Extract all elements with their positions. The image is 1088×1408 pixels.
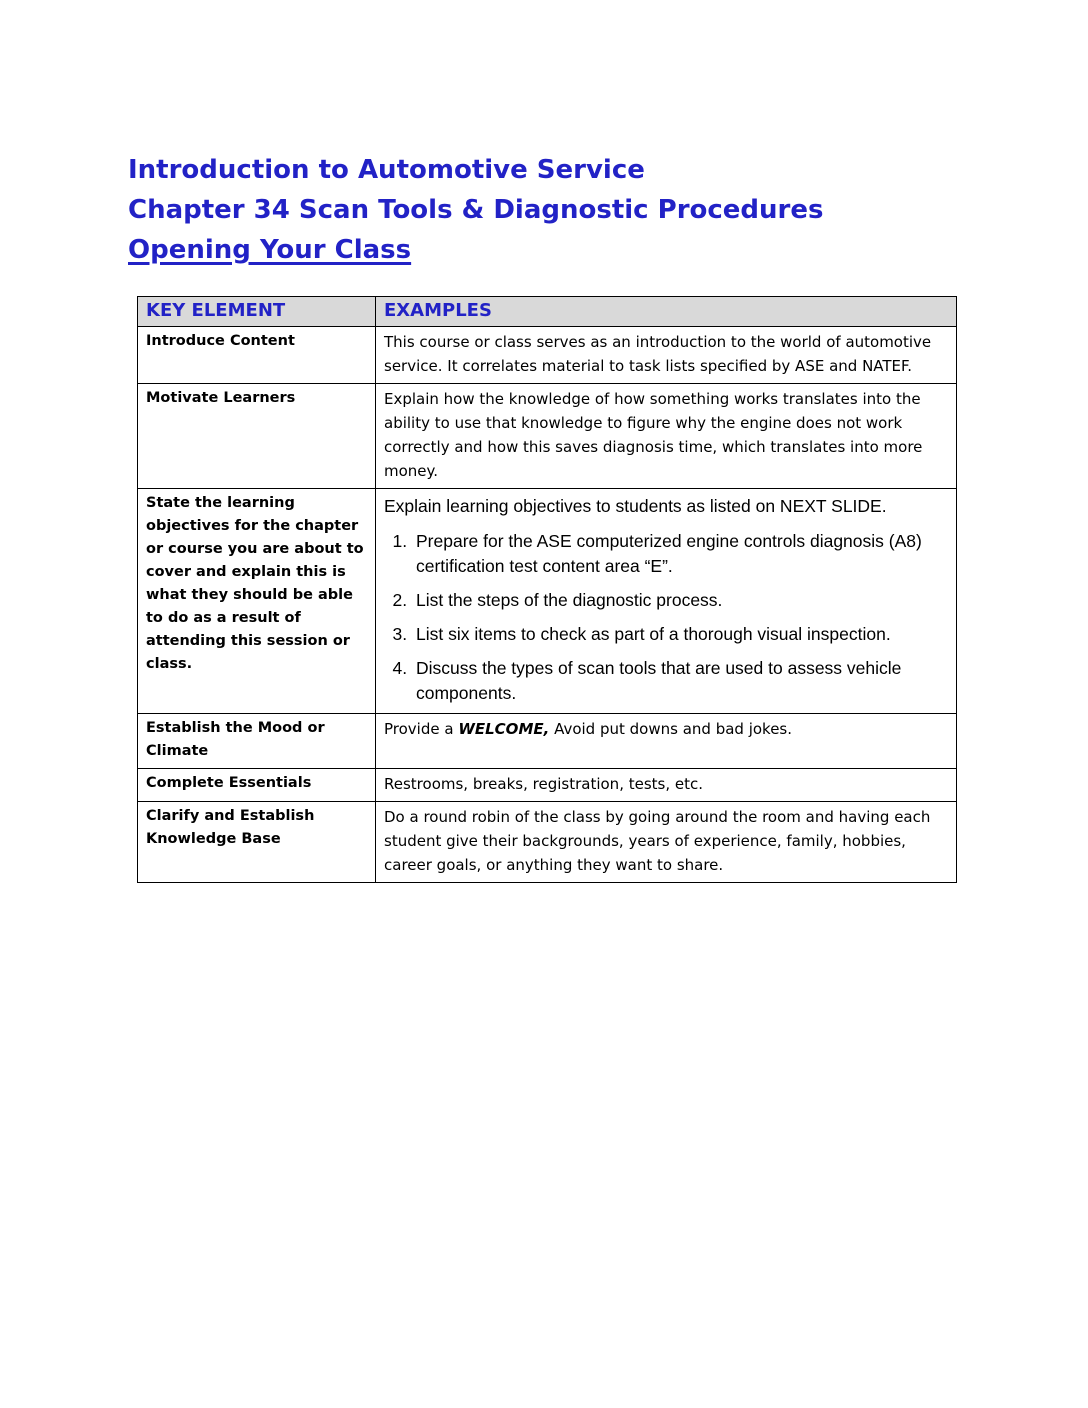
table-row (138, 327, 957, 384)
objective-item: 2. List the steps of the diagnostic process. (412, 588, 946, 613)
table-body (138, 327, 957, 883)
table-row (138, 802, 957, 883)
objective-item: 1. Prepare for the ASE computerized engine controls diagnosis (A8) certification test content area “E”. (412, 529, 946, 579)
title-line-1: Introduction to Automotive Service (128, 155, 645, 185)
example-text-prefix: Provide a (384, 720, 459, 738)
key-cell: Motivate Learners (138, 384, 376, 489)
lesson-plan-table (137, 296, 957, 883)
example-cell: Do a round robin of the class by going around the room and having each student give their backgrounds, years of experience, family, hobbies, career goals, or anything they want to share. (376, 802, 957, 883)
table-row (138, 489, 957, 714)
table-header-row (138, 297, 957, 327)
table-row (138, 384, 957, 489)
table-row (138, 769, 957, 802)
example-cell (376, 489, 957, 714)
document-title-block (128, 150, 958, 270)
table-header (138, 297, 957, 327)
table-row (138, 714, 957, 769)
example-cell: Restrooms, breaks, registration, tests, etc. (376, 769, 957, 802)
objective-item: 4. Discuss the types of scan tools that are used to assess vehicle components. (412, 656, 946, 706)
key-cell: Introduce Content (138, 327, 376, 384)
title-line-2: Chapter 34 Scan Tools & Diagnostic Procedures (128, 195, 824, 225)
objectives-list (384, 529, 946, 706)
key-cell: State the learning objectives for the chapter or course you are about to cover and explain this is what they should be able to do as a result of attending this session or class. (138, 489, 376, 714)
key-cell: Clarify and Establish Knowledge Base (138, 802, 376, 883)
key-cell: Complete Essentials (138, 769, 376, 802)
header-key-element: KEY ELEMENT (138, 297, 376, 327)
example-text-suffix: Avoid put downs and bad jokes. (549, 720, 793, 738)
example-cell: This course or class serves as an introduction to the world of automotive service. It correlates material to task lists specified by ASE and NATEF. (376, 327, 957, 384)
example-cell (376, 714, 957, 769)
example-text-emphasis: WELCOME, (458, 720, 550, 738)
title-line-3: Opening Your Class (128, 235, 412, 265)
objective-item: 3. List six items to check as part of a thorough visual inspection. (412, 622, 946, 647)
key-cell: Establish the Mood or Climate (138, 714, 376, 769)
objectives-intro: Explain learning objectives to students as listed on NEXT SLIDE. (384, 496, 887, 516)
header-examples: EXAMPLES (376, 297, 957, 327)
example-cell: Explain how the knowledge of how something works translates into the ability to use that knowledge to figure why the engine does not work correctly and how this saves diagnosis time, which translates into more money. (376, 384, 957, 489)
